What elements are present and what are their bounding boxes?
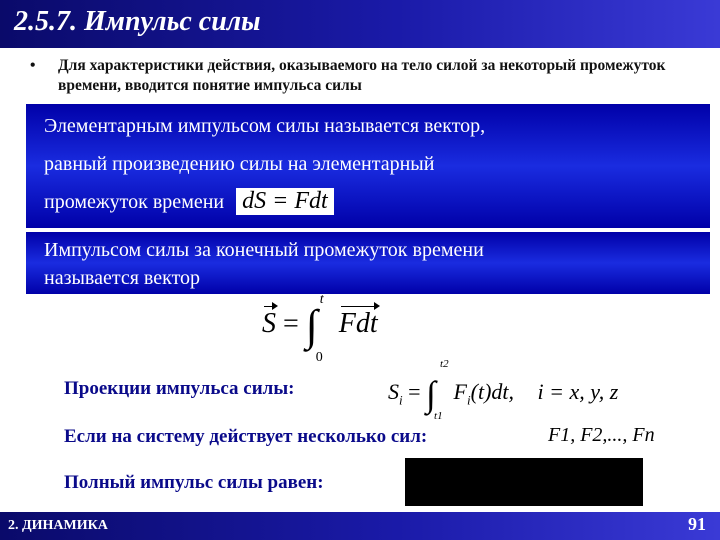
elementary-impulse-formula: dS = Fdt	[236, 188, 334, 215]
impulse-integral-formula	[262, 292, 378, 365]
slide-title: 2.5.7. Импульс силы	[14, 6, 261, 37]
projection-force-subscript: i	[467, 392, 471, 408]
hidden-formula-box	[405, 458, 643, 506]
definition-line-2: равный произведению силы на элементарный	[44, 153, 435, 175]
projections-label: Проекции импульса силы:	[64, 378, 295, 399]
projections-formula	[388, 358, 619, 422]
formula-lhs: S	[262, 308, 276, 340]
formula-rhs: Fdt	[338, 308, 378, 340]
projection-lower-limit: t1	[434, 410, 443, 422]
projection-range: i = x, y, z	[537, 379, 619, 405]
finite-line-2: называется вектор	[44, 267, 201, 289]
section-name: 2. ДИНАМИКА	[8, 518, 108, 533]
title-bar	[0, 0, 720, 48]
projection-tail: (t)dt,	[470, 379, 515, 405]
integral-lower-limit: 0	[315, 350, 323, 365]
formula-eq: =	[283, 308, 299, 340]
projection-lhs: S	[388, 379, 399, 405]
definition-line-1: Элементарным импульсом силы называется вектор,	[44, 115, 486, 137]
several-forces-label: Если на систему действует несколько сил:	[64, 426, 428, 447]
definition-finite-band	[26, 232, 710, 294]
forces-list: F1, F2,..., Fn	[548, 424, 655, 446]
intro-text: Для характеристики действия, оказываемого на тело силой за некоторый промежуток времени, вводится понятие импульса силы	[58, 57, 666, 94]
footer-bar	[0, 512, 720, 540]
integral-sign: ∫ t 0	[305, 292, 324, 365]
definition-elementary-band	[26, 104, 710, 228]
projection-subscript: i	[399, 392, 403, 408]
total-impulse-label: Полный импульс силы равен:	[64, 472, 324, 493]
intro-bullet	[30, 56, 710, 96]
projection-force: F	[453, 379, 467, 405]
definition-line-3-row	[44, 188, 334, 215]
projection-upper-limit: t2	[440, 358, 449, 370]
page-number: 91	[688, 514, 706, 534]
projection-eq: =	[408, 379, 421, 405]
definition-line-3: промежуток времени	[44, 190, 225, 213]
projection-integral-sign: ∫ t2 t1	[426, 358, 449, 422]
finite-line-1: Импульсом силы за конечный промежуток времени	[44, 239, 484, 261]
bullet-dot: •	[30, 57, 36, 74]
integral-upper-limit: t	[319, 292, 324, 307]
